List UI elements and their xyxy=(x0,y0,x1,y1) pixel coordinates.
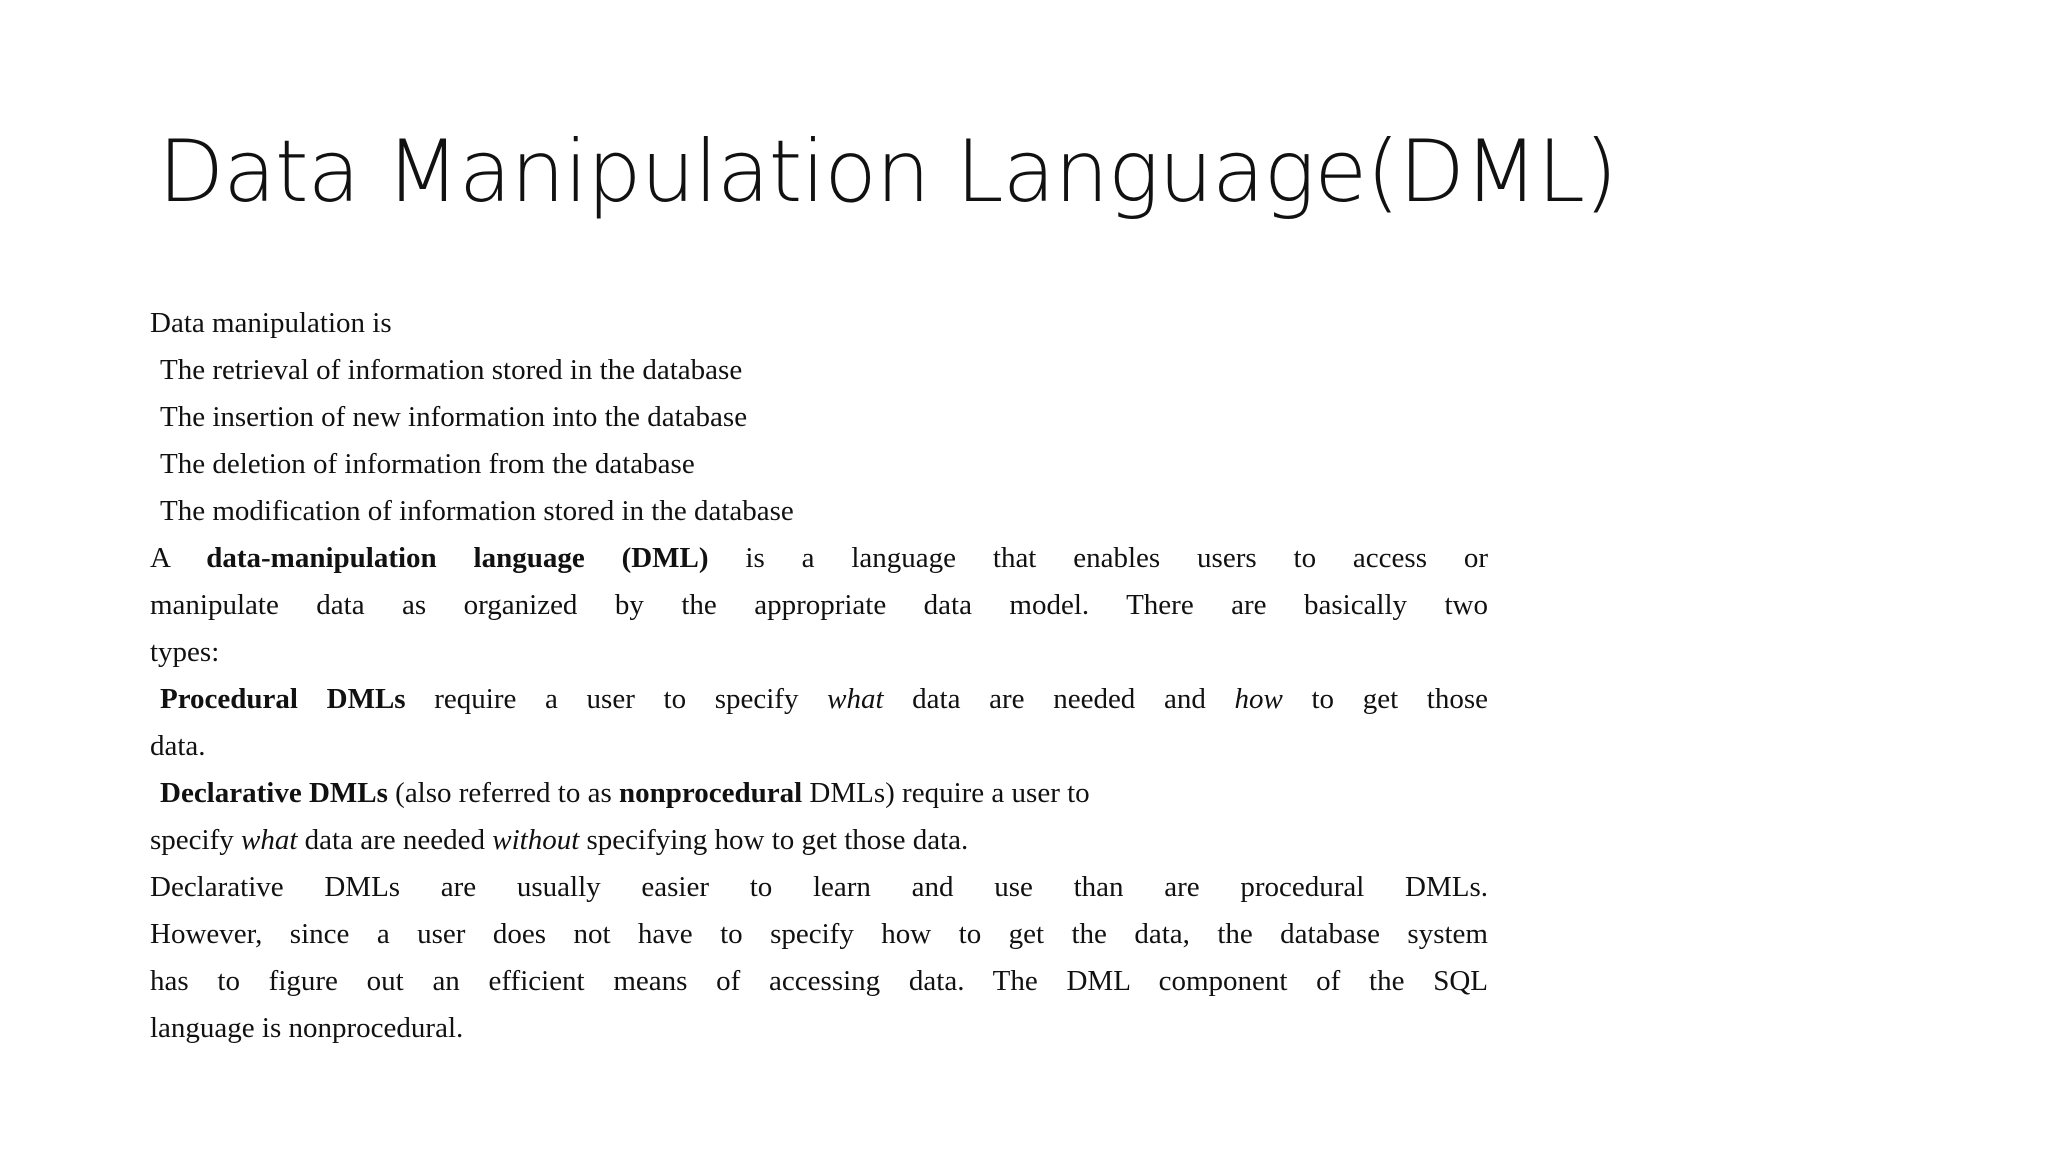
bullet-item: The insertion of new information into the database xyxy=(160,401,748,433)
declarative-line-2 xyxy=(150,817,1488,864)
declarative-term: Declarative DMLs xyxy=(160,777,388,809)
definition-line-2: manipulate data as organized by the appropriate data model. There are basically two xyxy=(150,589,1488,621)
closing-line-2: However, since a user does not have to specify how to get the data, the database system xyxy=(150,918,1488,950)
procedural-term: Procedural DMLs xyxy=(160,683,406,715)
slide-title: Data Manipulation Language(DML) xyxy=(158,122,1617,222)
declarative-text: specify xyxy=(150,824,241,856)
procedural-how: how xyxy=(1234,683,1283,715)
intro-line: Data manipulation is xyxy=(150,307,392,339)
declarative-text: specifying how to get those data. xyxy=(579,824,969,856)
declarative-line-1 xyxy=(150,770,1488,817)
slide-body xyxy=(150,300,1488,1052)
bullet-item: The deletion of information from the database xyxy=(160,448,695,480)
procedural-text: data are needed and xyxy=(883,683,1235,715)
definition-text: is a language that enables users to access or xyxy=(708,542,1488,574)
definition-term: data-manipulation language (DML) xyxy=(206,542,709,574)
closing-line-1: Declarative DMLs are usually easier to learn and use than are procedural DMLs. xyxy=(150,871,1488,903)
declarative-text: DMLs) require a user to xyxy=(802,777,1090,809)
procedural-text: to get those xyxy=(1282,683,1488,715)
closing-line-3: has to figure out an efficient means of accessing data. The DML component of the SQL xyxy=(150,965,1488,997)
procedural-line-1 xyxy=(150,676,1488,723)
declarative-nonprocedural: nonprocedural xyxy=(619,777,803,809)
procedural-text: require a user to specify xyxy=(405,683,828,715)
bullet-item: The retrieval of information stored in the database xyxy=(160,354,743,386)
declarative-text: (also referred to as xyxy=(387,777,619,809)
bullet-item: The modification of information stored in the database xyxy=(160,495,794,527)
closing-line-4: language is nonprocedural. xyxy=(150,1012,464,1044)
declarative-without: without xyxy=(492,824,580,856)
definition-prefix: A xyxy=(150,542,207,574)
definition-line-3: types: xyxy=(150,636,220,668)
declarative-text: data are needed xyxy=(297,824,493,856)
procedural-line-2: data. xyxy=(150,730,206,762)
definition-line-1 xyxy=(150,535,1488,582)
declarative-what: what xyxy=(241,824,298,856)
procedural-what: what xyxy=(827,683,884,715)
